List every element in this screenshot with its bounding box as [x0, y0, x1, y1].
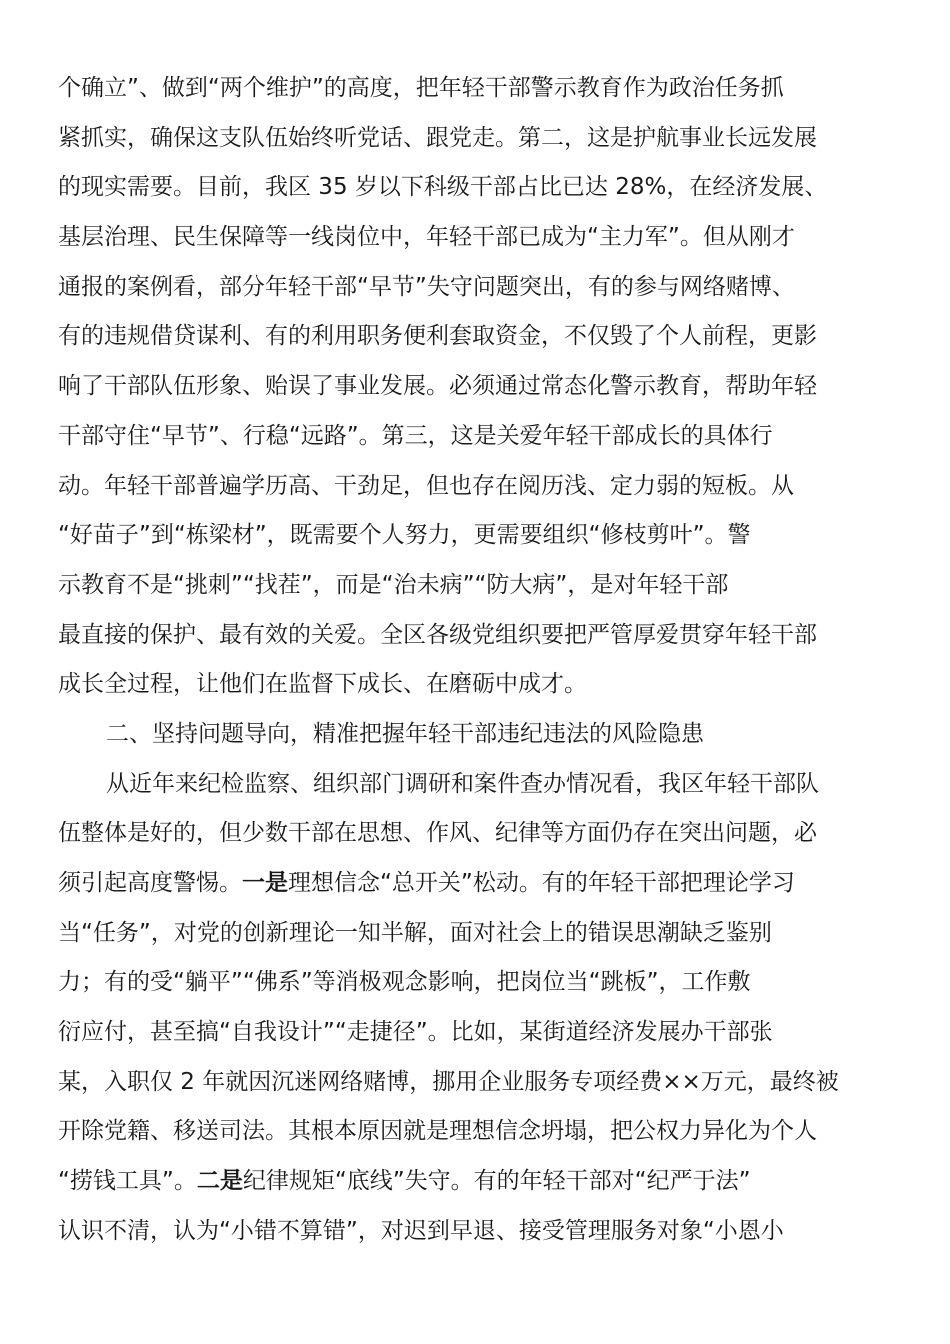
text-line: 伍整体是好的，但少数干部在思想、作风、纪律等方面仍存在突出问题，必: [58, 820, 817, 847]
text-line: 干部守住“早节”、行稳“远路”。第三，这是关爱年轻干部成长的具体行: [58, 422, 773, 449]
text-line: 开除党籍、移送司法。其根本原因就是理想信念坍塌，把公权力异化为个人: [58, 1118, 817, 1145]
text-line: 最直接的保护、最有效的关爱。全区各级党组织要把严管厚爱贯穿年轻干部: [58, 621, 817, 648]
text-segment: 理想信念“总开关”松动。有的年轻干部把理论学习: [288, 870, 795, 896]
text-line: 力；有的受“躺平”“佛系”等消极观念影响，把岗位当“跳板”，工作敷: [58, 969, 751, 996]
text-segment: 须引起高度警惕。: [58, 870, 242, 896]
text-line: 衍应付，甚至搞“自我设计”“走捷径”。比如，某街道经济发展办干部张: [58, 1019, 773, 1046]
text-line: [58, 1157, 892, 1207]
document-body: [58, 64, 892, 1257]
text-line: [58, 859, 892, 909]
text-line: 动。年轻干部普遍学历高、干劲足，但也存在阅历浅、定力弱的短板。从: [58, 472, 794, 499]
text-segment: 纪律规矩“底线”失守。有的年轻干部对“纪严于法”: [242, 1168, 751, 1195]
text-line: “好苗子”到“栋梁材”，既需要个人努力，更需要组织“修枝剪叶”。警: [58, 522, 751, 549]
text-line: 紧抓实，确保这支队伍始终听党话、跟党走。第二，这是护航事业长远发展: [58, 124, 817, 151]
text-line: 通报的案例看，部分年轻干部“早节”失守问题突出，有的参与网络赌博、: [58, 273, 795, 300]
text-line: 个确立”、做到“两个维护”的高度，把年轻干部警示教育作为政治任务抓: [58, 75, 784, 101]
text-line: 某，入职仅 2 年就因沉迷网络赌博，挪用企业服务专项经费××万元，最终被: [58, 1068, 839, 1095]
text-line: 成长全过程，让他们在监督下成长、在磨砺中成才。: [58, 671, 587, 698]
text-segment: “捞钱工具”。: [58, 1168, 197, 1195]
text-line: 当“任务”，对党的创新理论一知半解，面对社会上的错误思潮缺乏鉴别: [58, 919, 772, 946]
bold-marker: 二是: [196, 1168, 243, 1195]
text-line: 的现实需要。目前，我区 35 岁以下科级干部占比已达 28%，在经济发展、: [58, 174, 828, 201]
text-line: 示教育不是“挑刺”“找茬”，而是“治未病”“防大病”，是对年轻干部: [58, 571, 729, 598]
text-line: 认识不清，认为“小错不算错”，对迟到早退、接受管理服务对象“小恩小: [58, 1217, 784, 1244]
text-line: 从近年来纪检监察、组织部门调研和案件查办情况看，我区年轻干部队: [106, 770, 819, 797]
text-line: 有的违规借贷谋利、有的利用职务便利套取资金，不仅毁了个人前程，更影: [58, 323, 817, 350]
text-line: 响了干部队伍形象、贻误了事业发展。必须通过常态化警示教育，帮助年轻: [58, 373, 817, 400]
bold-marker: 一是: [242, 870, 288, 896]
text-line: 基层治理、民生保障等一线岗位中，年轻干部已成为“主力军”。但从刚才: [58, 224, 795, 251]
section-heading: 二、坚持问题导向，精准把握年轻干部违纪违法的风险隐患: [106, 720, 704, 747]
